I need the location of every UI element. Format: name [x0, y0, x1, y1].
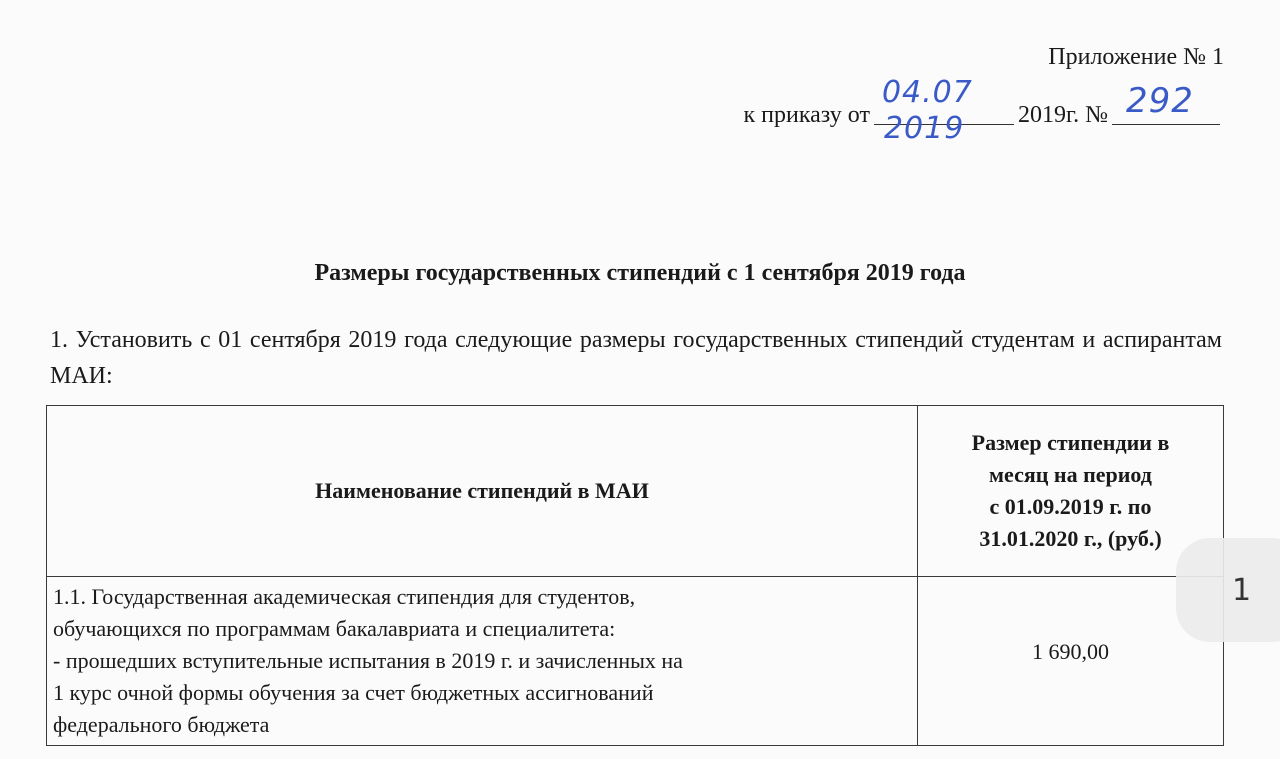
header-size-line: 31.01.2020 г., (руб.) — [979, 526, 1162, 551]
row-line: 1 курс очной формы обучения за счет бюджетных ассигнований — [53, 680, 654, 705]
table-row — [47, 577, 1224, 746]
table-header-row — [47, 406, 1224, 577]
header-size-line: с 01.09.2019 г. по — [989, 494, 1152, 519]
header-size-cell — [918, 406, 1224, 577]
document-title: Размеры государственных стипендий с 1 сентября 2019 года — [314, 260, 966, 286]
header-size-line: Размер стипендии в — [971, 430, 1170, 455]
header-name-cell: Наименование стипендий в МАИ — [47, 406, 918, 577]
row-value-cell: 1 690,00 — [918, 577, 1224, 746]
handwritten-number: 292 — [1126, 81, 1194, 121]
row-line: обучающихся по программам бакалавриата и специалитета: — [53, 616, 616, 641]
stipend-table — [46, 405, 1224, 746]
header-size-line: месяц на период — [989, 462, 1152, 487]
handwritten-date-bottom: 2019 — [883, 111, 965, 146]
order-reference — [743, 75, 1225, 146]
row-description-cell — [47, 577, 918, 746]
row-line: федерального бюджета — [53, 712, 270, 737]
order-prefix: к приказу от — [743, 102, 870, 128]
handwritten-date-top: 04.07 — [881, 75, 973, 110]
order-year-label: 2019г. № — [1017, 102, 1108, 128]
appendix-label: Приложение № 1 — [1048, 44, 1224, 70]
date-blank — [874, 75, 1014, 146]
page-number-badge[interactable]: 1 — [1176, 538, 1280, 642]
intro-paragraph: 1. Установить с 01 сентября 2019 года следующие размеры государственных стипендий студентам и аспирантам МАИ: — [50, 327, 1222, 389]
number-blank — [1112, 81, 1220, 125]
row-line: 1.1. Государственная академическая стипендия для студентов, — [53, 584, 636, 609]
row-line: - прошедших вступительные испытания в 2019 г. и зачисленных на — [53, 648, 683, 673]
